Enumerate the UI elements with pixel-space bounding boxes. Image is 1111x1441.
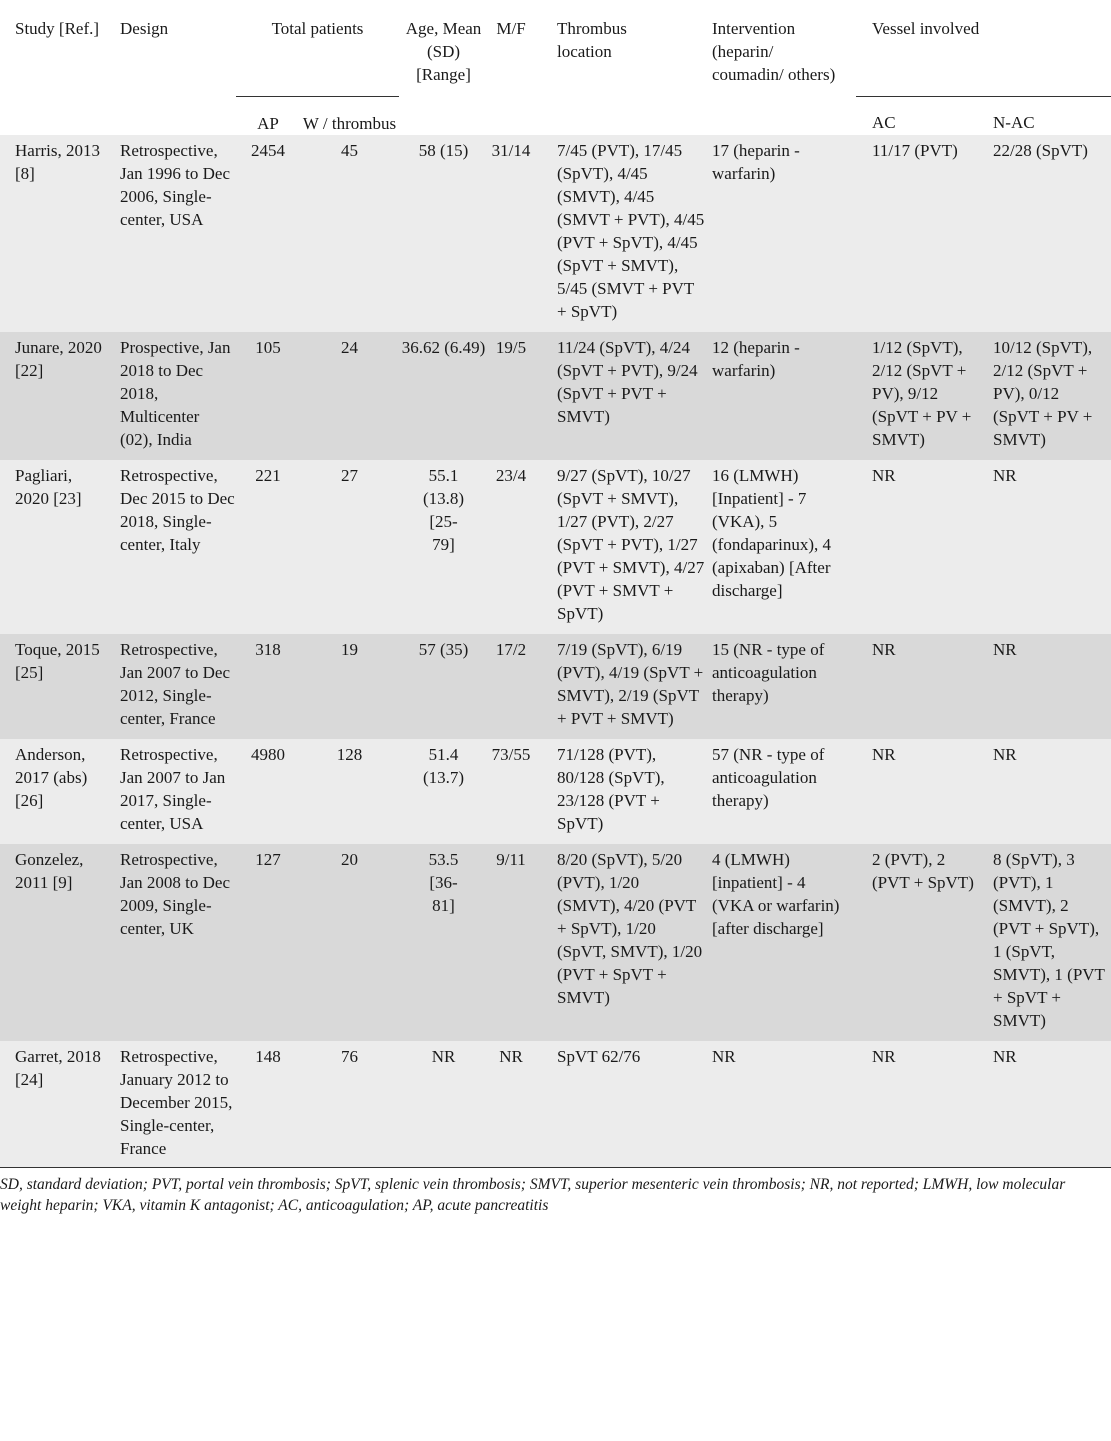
cell-design: Retrospective, Jan 2008 to Dec 2009, Single-center, UK — [105, 844, 236, 1041]
cell-intervention: 16 (LMWH) [Inpatient] - 7 (VKA), 5 (fondaparinux), 4 (apixaban) [After discharge] — [710, 460, 856, 634]
header-ac: AC — [856, 97, 989, 136]
cell-thrombus-location: 7/19 (SpVT), 6/19 (PVT), 4/19 (SpVT + SMVT), 2/19 (SpVT + PVT + SMVT) — [554, 634, 710, 739]
table-row — [0, 1041, 1111, 1168]
cell-thrombus-location: 9/27 (SpVT), 10/27 (SpVT + SMVT), 1/27 (PVT), 2/27 (SpVT + PVT), 1/27 (PVT + SMVT), 4/27 (PVT + SMVT + SpVT) — [554, 460, 710, 634]
cell-thrombus-location: SpVT 62/76 — [554, 1041, 710, 1168]
cell-mf: 17/2 — [488, 634, 554, 739]
cell-w-thrombus: 20 — [300, 844, 399, 1041]
cell-ap: 148 — [236, 1041, 300, 1168]
cell-thrombus-location: 71/128 (PVT), 80/128 (SpVT), 23/128 (PVT + SpVT) — [554, 739, 710, 844]
cell-nac: 8 (SpVT), 3 (PVT), 1 (SMVT), 2 (PVT + SpVT), 1 (SpVT, SMVT), 1 (PVT + SpVT + SMVT) — [989, 844, 1111, 1041]
cell-intervention: 15 (NR - type of anticoagulation therapy) — [710, 634, 856, 739]
table-row — [0, 634, 1111, 739]
cell-ac: NR — [856, 1041, 989, 1168]
cell-mf: 73/55 — [488, 739, 554, 844]
cell-age: 36.62 (6.49) — [399, 332, 488, 460]
cell-ac: 11/17 (PVT) — [856, 135, 989, 332]
cell-study: Anderson, 2017 (abs) [26] — [0, 739, 105, 844]
cell-study: Toque, 2015 [25] — [0, 634, 105, 739]
cell-mf: 19/5 — [488, 332, 554, 460]
cell-w-thrombus: 76 — [300, 1041, 399, 1168]
cell-nac: NR — [989, 1041, 1111, 1168]
cell-w-thrombus: 27 — [300, 460, 399, 634]
cell-ap: 105 — [236, 332, 300, 460]
header-nac: N-AC — [989, 97, 1111, 136]
header-thrombus-location: Thrombus location — [554, 0, 710, 135]
cell-age: 55.1 (13.8) [25-79] — [399, 460, 488, 634]
cell-design: Retrospective, January 2012 to December 2015, Single-center, France — [105, 1041, 236, 1168]
cell-ap: 2454 — [236, 135, 300, 332]
cell-ap: 318 — [236, 634, 300, 739]
table-row — [0, 739, 1111, 844]
header-ap: AP — [236, 97, 300, 136]
cell-age: 51.4 (13.7) — [399, 739, 488, 844]
cell-study: Junare, 2020 [22] — [0, 332, 105, 460]
table-body — [0, 135, 1111, 1168]
cell-nac: NR — [989, 634, 1111, 739]
table-row — [0, 844, 1111, 1041]
header-w-thrombus: W / thrombus — [300, 97, 399, 136]
header-vessel-involved: Vessel involved — [856, 0, 1111, 97]
cell-intervention: 12 (heparin - warfarin) — [710, 332, 856, 460]
cell-nac: 10/12 (SpVT), 2/12 (SpVT + PV), 0/12 (SpVT + PV + SMVT) — [989, 332, 1111, 460]
header-age: Age, Mean (SD) [Range] — [399, 0, 488, 135]
header-study: Study [Ref.] — [0, 0, 105, 135]
header-total-patients — [236, 0, 399, 97]
cell-intervention: 4 (LMWH) [inpatient] - 4 (VKA or warfarin) [after discharge] — [710, 844, 856, 1041]
cell-w-thrombus: 24 — [300, 332, 399, 460]
cell-mf: 31/14 — [488, 135, 554, 332]
cell-thrombus-location: 11/24 (SpVT), 4/24 (SpVT + PVT), 9/24 (SpVT + PVT + SMVT) — [554, 332, 710, 460]
cell-age: 57 (35) — [399, 634, 488, 739]
cell-ac: 1/12 (SpVT), 2/12 (SpVT + PV), 9/12 (SpVT + PV + SMVT) — [856, 332, 989, 460]
cell-design: Prospective, Jan 2018 to Dec 2018, Multicenter (02), India — [105, 332, 236, 460]
header-intervention: Intervention (heparin/ coumadin/ others) — [710, 0, 856, 135]
cell-w-thrombus: 19 — [300, 634, 399, 739]
cell-study: Harris, 2013 [8] — [0, 135, 105, 332]
cell-w-thrombus: 45 — [300, 135, 399, 332]
cell-mf: 23/4 — [488, 460, 554, 634]
table-header — [0, 0, 1111, 135]
cell-mf: 9/11 — [488, 844, 554, 1041]
cell-ac: NR — [856, 634, 989, 739]
cell-mf: NR — [488, 1041, 554, 1168]
cell-age: NR — [399, 1041, 488, 1168]
cell-design: Retrospective, Jan 2007 to Dec 2012, Single-center, France — [105, 634, 236, 739]
table-row — [0, 135, 1111, 332]
cell-ap: 4980 — [236, 739, 300, 844]
cell-thrombus-location: 7/45 (PVT), 17/45 (SpVT), 4/45 (SMVT), 4/45 (SMVT + PVT), 4/45 (PVT + SpVT), 4/45 (SpVT + SMVT), 5/45 (SMVT + PVT + SpVT) — [554, 135, 710, 332]
cell-nac: 22/28 (SpVT) — [989, 135, 1111, 332]
cell-ac: 2 (PVT), 2 (PVT + SpVT) — [856, 844, 989, 1041]
table-row — [0, 332, 1111, 460]
cell-study: Pagliari, 2020 [23] — [0, 460, 105, 634]
cell-intervention: 17 (heparin - warfarin) — [710, 135, 856, 332]
cell-thrombus-location: 8/20 (SpVT), 5/20 (PVT), 1/20 (SMVT), 4/20 (PVT + SpVT), 1/20 (SpVT, SMVT), 1/20 (PVT + SpVT + SMVT) — [554, 844, 710, 1041]
table-row — [0, 460, 1111, 634]
cell-nac: NR — [989, 460, 1111, 634]
cell-nac: NR — [989, 739, 1111, 844]
cell-ac: NR — [856, 739, 989, 844]
header-total-patients-label: Total patients — [271, 19, 364, 38]
header-design: Design — [105, 0, 236, 135]
cell-age: 58 (15) — [399, 135, 488, 332]
header-mf: M/F — [488, 0, 554, 135]
table-footnote: SD, standard deviation; PVT, portal vein thrombosis; SpVT, splenic vein thrombosis; SMVT, superior mesenteric vein thrombosis; NR, not reported; LMWH, low molecular weight heparin; VKA, vitamin K antagonist; AC, anticoagulation; AP, acute pancreatitis — [0, 1176, 1066, 1214]
cell-intervention: NR — [710, 1041, 856, 1168]
cell-study: Garret, 2018 [24] — [0, 1041, 105, 1168]
cell-ap: 127 — [236, 844, 300, 1041]
cell-intervention: 57 (NR - type of anticoagulation therapy) — [710, 739, 856, 844]
cell-study: Gonzelez, 2011 [9] — [0, 844, 105, 1041]
cell-design: Retrospective, Jan 1996 to Dec 2006, Single-center, USA — [105, 135, 236, 332]
cell-ac: NR — [856, 460, 989, 634]
cell-design: Retrospective, Jan 2007 to Jan 2017, Single-center, USA — [105, 739, 236, 844]
cell-age: 53.5 [36-81] — [399, 844, 488, 1041]
cell-design: Retrospective, Dec 2015 to Dec 2018, Single-center, Italy — [105, 460, 236, 634]
cell-w-thrombus: 128 — [300, 739, 399, 844]
cell-ap: 221 — [236, 460, 300, 634]
